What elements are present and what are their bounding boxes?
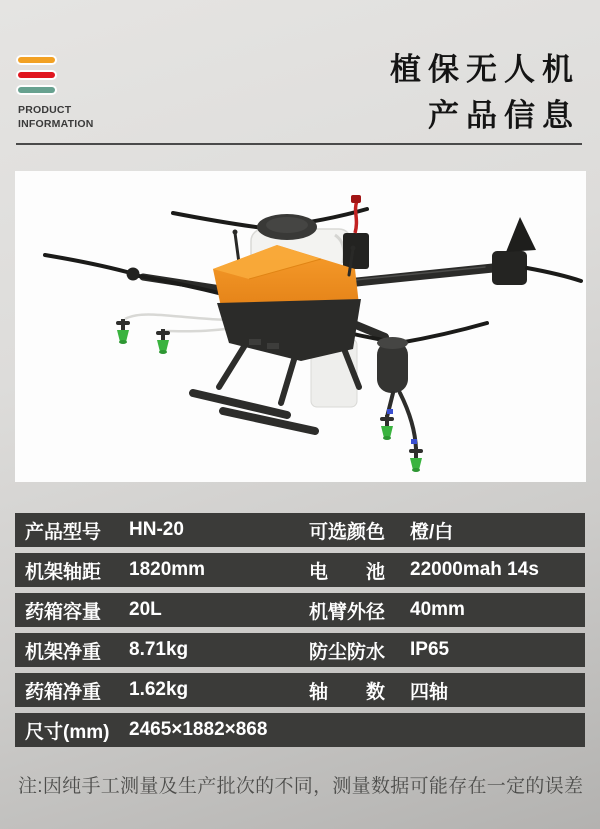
spec-value: HN-20 (129, 519, 184, 540)
drone-image (15, 171, 586, 482)
spec-label: 药箱容量 (25, 601, 102, 623)
spec-label: 尺寸(mm) (25, 721, 110, 743)
spec-label: 药箱净重 (25, 681, 102, 703)
page-title (390, 47, 580, 139)
table-row (15, 633, 585, 667)
spec-label: 机架净重 (25, 641, 102, 663)
spec-value: 1.62kg (129, 679, 189, 700)
logo-text-line1: PRODUCT (18, 104, 72, 116)
logo-text-line2: INFORMATION (18, 117, 94, 130)
header-divider (16, 143, 582, 145)
spec-value: 四轴 (410, 681, 449, 703)
table-row (15, 553, 585, 587)
spec-value: 40mm (410, 599, 465, 620)
spec-value: IP65 (410, 639, 450, 660)
page-title-line2: 产品信息 (428, 98, 580, 133)
spec-value: 22000mah 14s (410, 559, 539, 580)
spec-value: 橙/白 (410, 521, 454, 543)
product-image-panel (15, 171, 586, 482)
spec-value: 20L (129, 599, 162, 620)
page-title-line1: 植保无人机 (390, 52, 580, 87)
table-row (15, 513, 585, 547)
brand-logo (18, 57, 94, 131)
logo-red-bar-icon (18, 72, 55, 78)
spec-value: 1820mm (129, 559, 206, 580)
spec-value: 8.71kg (129, 639, 189, 660)
spec-label: 机臂外径 (309, 601, 386, 623)
logo-text (18, 104, 94, 131)
table-row (15, 713, 585, 747)
spec-table (15, 513, 585, 747)
spec-label: 轴 数 (309, 681, 386, 703)
table-row (15, 673, 585, 707)
spec-label: 电 池 (309, 561, 386, 583)
spec-value: 2465×1882×868 (129, 719, 268, 740)
logo-orange-bar-icon (18, 57, 55, 63)
measurement-note: 注:因纯手工测量及生产批次的不同，测量数据可能存在一定的误差 (18, 776, 584, 797)
spec-label: 机架轴距 (25, 561, 102, 583)
spec-label: 可选颜色 (309, 521, 386, 543)
spec-label: 产品型号 (25, 521, 102, 543)
logo-teal-bar-icon (18, 87, 55, 93)
table-row (15, 593, 585, 627)
spec-label: 防尘防水 (309, 641, 386, 663)
